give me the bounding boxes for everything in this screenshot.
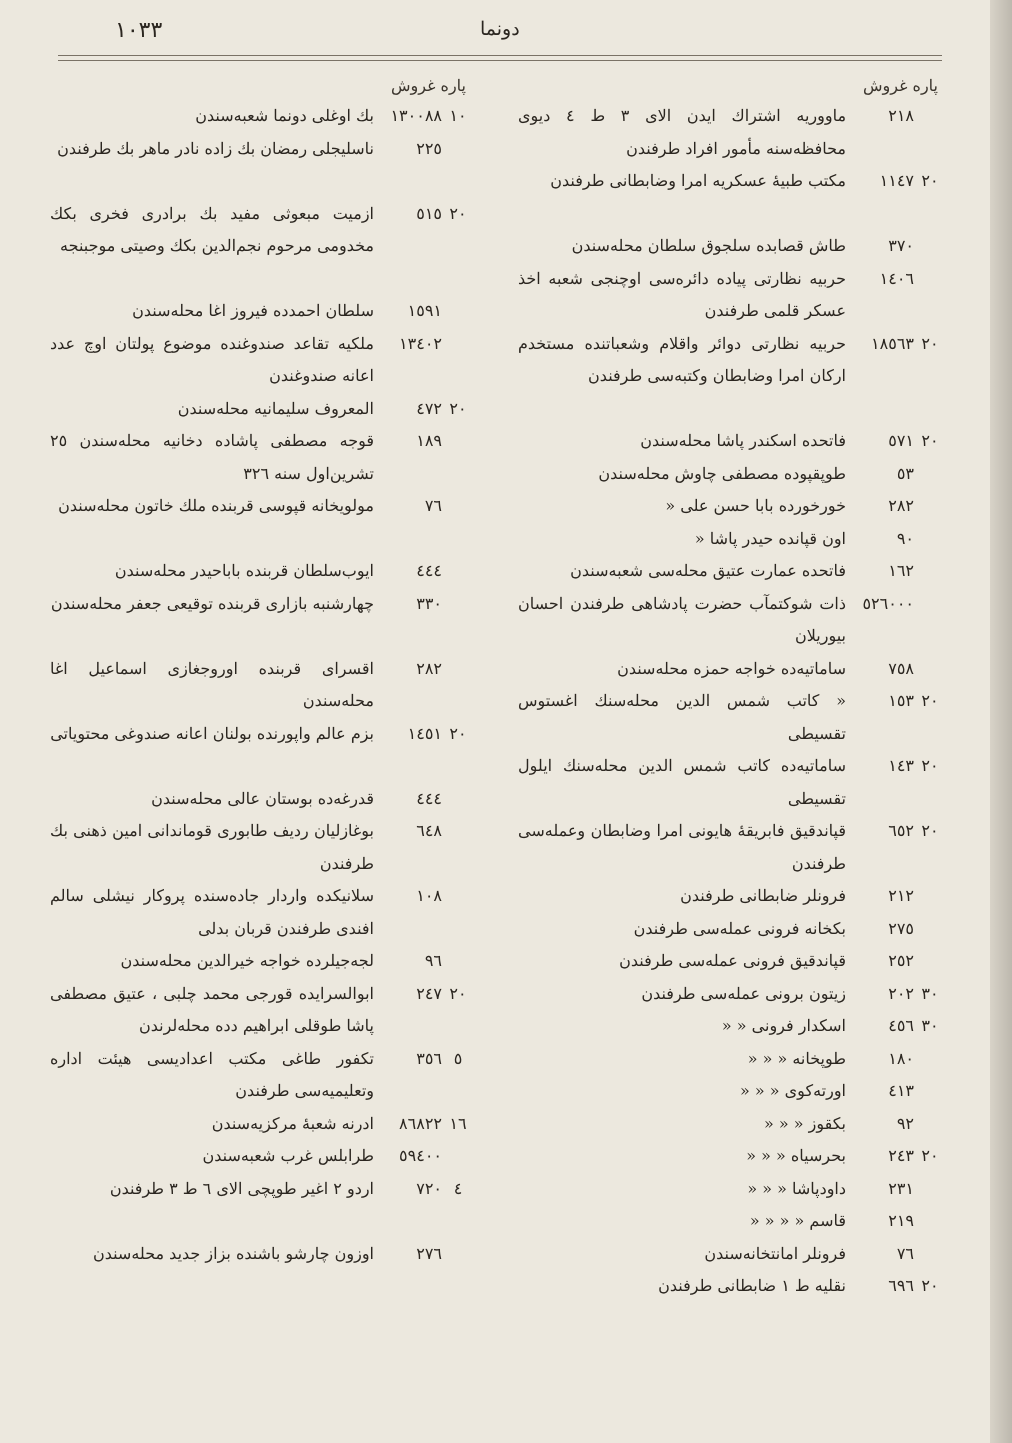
entry-description: فاتحده عمارت عتيق محله‌سى شعبه‌سندن — [570, 561, 846, 580]
entry-description: طاش قصابده سلجوق سلطان محله‌سندن — [571, 236, 846, 255]
entry-description: بوغازليان رديف طابورى قوماندانى امين ذهنى بك طرفندن — [50, 821, 374, 873]
entry-description: حربيه نظارتى پياده دائره‌سى اوچنجى شعبه اخذ عسكر قلمى طرفندن — [518, 268, 846, 320]
entry-description: ماووريه اشتراك ايدن الاى ٣ ط ٤ ديوى محافظه‌سنه مأمور افراد طرفندن — [518, 106, 847, 158]
entry-description: اورته‌كوى « « « — [740, 1081, 846, 1100]
entry-description: قوجه مصطفى پاشاده دخانيه محله‌سندن ٢٥ تشرين‌اول سنه ٣٢٦ — [50, 431, 374, 483]
kurush-amount: ١٤٠٦ — [879, 268, 914, 288]
ledger-entry — [50, 653, 470, 718]
entry-description: زيتون برونى عمله‌سى طرفندن — [641, 983, 846, 1003]
kurush-amount: ٥٩٤٠٠ — [399, 1146, 442, 1165]
kurush-amount: ٢٨٢ — [416, 658, 442, 678]
ledger-entry — [518, 1043, 942, 1076]
ledger-entry — [50, 555, 470, 588]
entry-description: بكخانه فرونى عمله‌سى طرفندن — [633, 918, 846, 938]
kurush-amount: ٢٥٢ — [888, 951, 914, 970]
entry-description: بزم عالم واپورنده بولنان اعانه صندوغى محتوياتى — [50, 723, 374, 743]
kurush-amount: ٩٢ — [896, 1113, 914, 1133]
entry-description: داودپاشا « « « — [747, 1178, 846, 1198]
entry-description: حربيه نظارتى دوائر واقلام وشعباتنده مستخدم اركان امرا وضابطان وكتبه‌سى طرفندن — [518, 333, 846, 385]
entry-description: ادرنه شعبهٔ مركزيه‌سندن — [211, 1113, 374, 1133]
ledger-entry — [50, 393, 470, 426]
ledger-entry — [518, 653, 942, 686]
para-amount: ٢٠ — [449, 398, 467, 418]
ledger-entry — [518, 1010, 942, 1043]
ledger-entry — [50, 1140, 470, 1173]
entry-description: اقسراى قربنده اوروجغازى اسماعيل اغا محله‌سندن — [50, 658, 374, 710]
entry-description: طوپقپوده مصطفى چاوش محله‌سندن — [598, 463, 846, 483]
ledger-entry — [50, 783, 470, 816]
kurush-amount: ٦٩٦ — [888, 1276, 914, 1295]
ledger-entry — [50, 1238, 470, 1303]
kurush-amount: ١٨٩ — [416, 431, 442, 450]
kurush-amount: ٢١٨ — [888, 106, 914, 125]
para-amount: ٢٠ — [921, 1146, 939, 1165]
ledger-entry — [518, 913, 942, 946]
ledger-entry — [50, 295, 470, 328]
kurush-amount: ٢٨٢ — [888, 496, 914, 515]
ledger-entry — [518, 425, 942, 458]
para-amount: ١٠ — [449, 106, 467, 125]
entry-description: اردو ٢ اغير طوپچى الاى ٦ ط ٣ طرفندن — [109, 1178, 374, 1198]
ledger-entry — [50, 100, 470, 133]
entry-description: سلانيكده واردار جاده‌سنده پروكار نيشلى سالم افندى طرفندن قربان بدلى — [50, 886, 374, 938]
ledger-entry — [50, 978, 470, 1043]
ledger-entry — [50, 945, 470, 978]
ledger-entry — [518, 588, 942, 653]
kurush-amount: ٢٣١ — [888, 1178, 914, 1198]
kurush-amount: ٧٦ — [896, 1243, 914, 1263]
entry-description: قپاندقيق فرونى عمله‌سى طرفندن — [619, 951, 846, 970]
para-amount: ٢٠ — [921, 171, 939, 190]
kurush-amount: ٣٧٠ — [888, 236, 914, 255]
para-amount: ٢٠ — [449, 723, 467, 743]
entry-description: بك اوغلى دونما شعبه‌سندن — [195, 106, 374, 125]
para-amount: ٢٠ — [921, 1276, 939, 1295]
ledger-entry — [50, 425, 470, 490]
page-header — [60, 14, 940, 54]
kurush-amount: ٥٢٦٠٠٠ — [862, 593, 914, 613]
kurush-amount: ٧٥٨ — [888, 658, 914, 678]
ledger-entry — [50, 815, 470, 880]
ledger-entry — [518, 880, 942, 913]
para-amount: ٢٠ — [449, 983, 467, 1003]
kurush-amount: ٧٢٠ — [416, 1178, 442, 1198]
entry-description: مولويخانه قپوسى قربنده ملك خاتون محله‌سندن — [58, 496, 374, 515]
kurush-amount: ٥٣ — [896, 463, 914, 483]
para-amount: ٤ — [453, 1178, 463, 1198]
ledger-entry — [518, 1270, 942, 1303]
kurush-amount: ١١٤٧ — [879, 171, 914, 190]
ledger-entry — [518, 815, 942, 880]
kurush-amount: ١٤٣ — [888, 756, 914, 775]
entry-description: ابوالسرايده قورجى محمد چلبى ، عتيق مصطفى پاشا طوقلى ابراهيم دده محله‌لرندن — [50, 983, 374, 1035]
kurush-amount: ٤٧٢ — [416, 398, 442, 418]
entry-description: المعروف سليمانيه محله‌سندن — [177, 398, 374, 418]
kurush-amount: ١٣٤٠٢ — [399, 333, 442, 353]
entry-description: ساماتيه‌ده كاتب شمس الدين محله‌سنك ايلول تقسيطى — [518, 756, 846, 808]
kurush-amount: ١٨٠ — [888, 1048, 914, 1068]
entry-description: سلطان احمدده فيروز اغا محله‌سندن — [132, 301, 374, 320]
kurush-amount: ١٨٥٦٣ — [871, 333, 914, 353]
entry-description: قاسم « « « « — [749, 1211, 846, 1230]
ledger-entry — [50, 880, 470, 945]
entry-description: ازميت مبعوثى مفيد بك برادرى فخرى بكك مخدومى مرحوم نجم‌الدين بكك وصيتى موجبنجه — [50, 203, 374, 255]
kurush-amount: ١٣٠٠٨٨ — [390, 106, 442, 125]
ledger-entry — [50, 588, 470, 653]
para-amount: ٢٠ — [921, 756, 939, 775]
ledger-entry — [518, 165, 942, 230]
entry-description: قدرغه‌ده بوستان عالى محله‌سندن — [151, 788, 374, 808]
para-amount: ٣٠ — [921, 1016, 939, 1035]
ledger-entry — [518, 1108, 942, 1141]
entry-description: ناسليجلى رمضان بك زاده نادر ماهر بك طرفندن — [57, 138, 374, 158]
entry-description: لجه‌جيلرده خواجه خيرالدين محله‌سندن — [120, 951, 374, 970]
ledger-entry — [518, 1075, 942, 1108]
ledger-entry — [50, 133, 470, 198]
kurush-amount: ٣٥٦ — [416, 1048, 442, 1068]
entry-description: فاتحده اسكندر پاشا محله‌سندن — [640, 431, 846, 450]
kurush-amount: ٢٤٣ — [888, 1146, 914, 1165]
ledger-entry — [518, 1205, 942, 1238]
column-header: پاره غروش — [391, 76, 466, 95]
running-title: دونما — [480, 18, 520, 40]
kurush-amount: ٢٧٦ — [416, 1243, 442, 1263]
entry-description: « كاتب شمس الدين محله‌سنك اغستوس تقسيطى — [518, 691, 846, 743]
entry-description: قپاندقيق فابريقهٔ هايونى امرا وضابطان وعمله‌سى طرفندن — [518, 821, 846, 873]
kurush-amount: ٥١٥ — [416, 203, 442, 223]
ledger-entry — [518, 523, 942, 556]
entry-description: نقليه ط ١ ضابطانى طرفندن — [658, 1276, 846, 1295]
ledger-entry — [518, 685, 942, 750]
kurush-amount: ٤٤٤ — [416, 561, 442, 580]
page-number: ١٠٣٣ — [115, 18, 163, 43]
ledger-entry — [50, 1043, 470, 1108]
kurush-amount: ١٠٨ — [416, 886, 442, 905]
kurush-amount: ٢١٢ — [888, 886, 914, 905]
para-amount: ١٦ — [449, 1113, 467, 1133]
header-rule — [58, 55, 942, 61]
para-amount: ٢٠ — [921, 431, 939, 450]
ledger-entry — [50, 328, 470, 393]
para-amount: ٢٠ — [921, 691, 939, 710]
entry-description: بكقوز « « « — [764, 1113, 846, 1133]
ledger-entry — [518, 230, 942, 263]
kurush-amount: ١٥٩١ — [407, 301, 442, 320]
entry-description: ساماتيه‌ده خواجه حمزه محله‌سندن — [617, 658, 846, 678]
kurush-amount: ٦٥٢ — [888, 821, 914, 840]
ledger-entry — [518, 100, 942, 165]
page-edge-shadow — [990, 0, 1012, 1443]
entry-description: خورخورده بابا حسن على « — [665, 496, 846, 515]
entry-description: فرونلر امانتخانه‌سندن — [704, 1243, 846, 1263]
kurush-amount: ١٥٣ — [888, 691, 914, 710]
entry-description: تكفور طاغى مكتب اعداديسى هيئت اداره وتعليميه‌سى طرفندن — [50, 1048, 374, 1100]
para-amount: ٢٠ — [449, 203, 467, 223]
kurush-amount: ٢٠٢ — [888, 983, 914, 1003]
ledger-entry — [518, 1238, 942, 1271]
kurush-amount: ٦٤٨ — [416, 821, 442, 840]
entry-description: طوپخانه « « « — [747, 1048, 846, 1068]
kurush-amount: ٢١٩ — [888, 1211, 914, 1230]
ledger-entry — [50, 198, 470, 296]
ledger-entry — [50, 1108, 470, 1141]
entry-description: ذات شوكتمآب حضرت پادشاهى طرفندن احسان بيوريلان — [518, 593, 846, 645]
kurush-amount: ٢٧٥ — [888, 918, 914, 938]
entry-description: اوزون چارشو باشنده بزاز جديد محله‌سندن — [92, 1243, 374, 1263]
ledger-entry — [50, 490, 470, 555]
kurush-amount: ٤٤٤ — [416, 788, 442, 808]
ledger-entry — [518, 1173, 942, 1206]
para-amount: ٢٠ — [921, 821, 939, 840]
kurush-amount: ٢٤٧ — [416, 983, 442, 1003]
kurush-amount: ٧٦ — [424, 496, 442, 515]
kurush-amount: ٤٥٦ — [888, 1016, 914, 1035]
kurush-amount: ١٤٥١ — [407, 723, 442, 743]
entry-description: اسكدار فرونى « « — [721, 1016, 846, 1035]
ledger-entry — [518, 263, 942, 328]
ledger-entry — [518, 555, 942, 588]
kurush-amount: ٩٠ — [896, 528, 914, 548]
ledger-entry — [518, 945, 942, 978]
ledger-entry — [518, 490, 942, 523]
column-left — [50, 72, 470, 1303]
para-amount: ٥ — [453, 1048, 463, 1068]
ledger-entry — [50, 718, 470, 783]
entry-description: مكتب طبيهٔ عسكريه امرا وضابطانى طرفندن — [550, 171, 846, 190]
entry-description: طرابلس غرب شعبه‌سندن — [202, 1146, 374, 1165]
kurush-amount: ٨٦٨٢٢ — [399, 1113, 442, 1133]
ledger-entry — [518, 978, 942, 1011]
kurush-amount: ٩٦ — [424, 951, 442, 970]
para-amount: ٣٠ — [921, 983, 939, 1003]
column-right — [518, 72, 942, 1303]
ledger-entry — [50, 1173, 470, 1238]
ledger-entry — [518, 458, 942, 491]
column-header: پاره غروش — [863, 76, 938, 95]
kurush-amount: ٤١٣ — [888, 1081, 914, 1100]
entry-description: اون قپانده حيدر پاشا « — [694, 528, 846, 548]
entry-description: فرونلر ضابطانى طرفندن — [680, 886, 846, 905]
kurush-amount: ١٦٢ — [888, 561, 914, 580]
kurush-amount: ٢٢٥ — [416, 138, 442, 158]
ledger-entry — [518, 1140, 942, 1173]
entry-description: ملكيه تقاعد صندوغنده موضوع پولتان اوچ عدد اعانه صندوغندن — [50, 333, 374, 385]
para-amount: ٢٠ — [921, 333, 939, 353]
ledger-entry — [518, 328, 942, 426]
entry-description: چهارشنبه بازارى قربنده توقيعى جعفر محله‌سندن — [50, 593, 374, 613]
kurush-amount: ٣٣٠ — [416, 593, 442, 613]
entry-description: ايوب‌سلطان قربنده باباحيدر محله‌سندن — [114, 561, 374, 580]
kurush-amount: ٥٧١ — [888, 431, 914, 450]
ledger-entry — [518, 750, 942, 815]
entry-description: بحرسياه « « « — [746, 1146, 846, 1165]
